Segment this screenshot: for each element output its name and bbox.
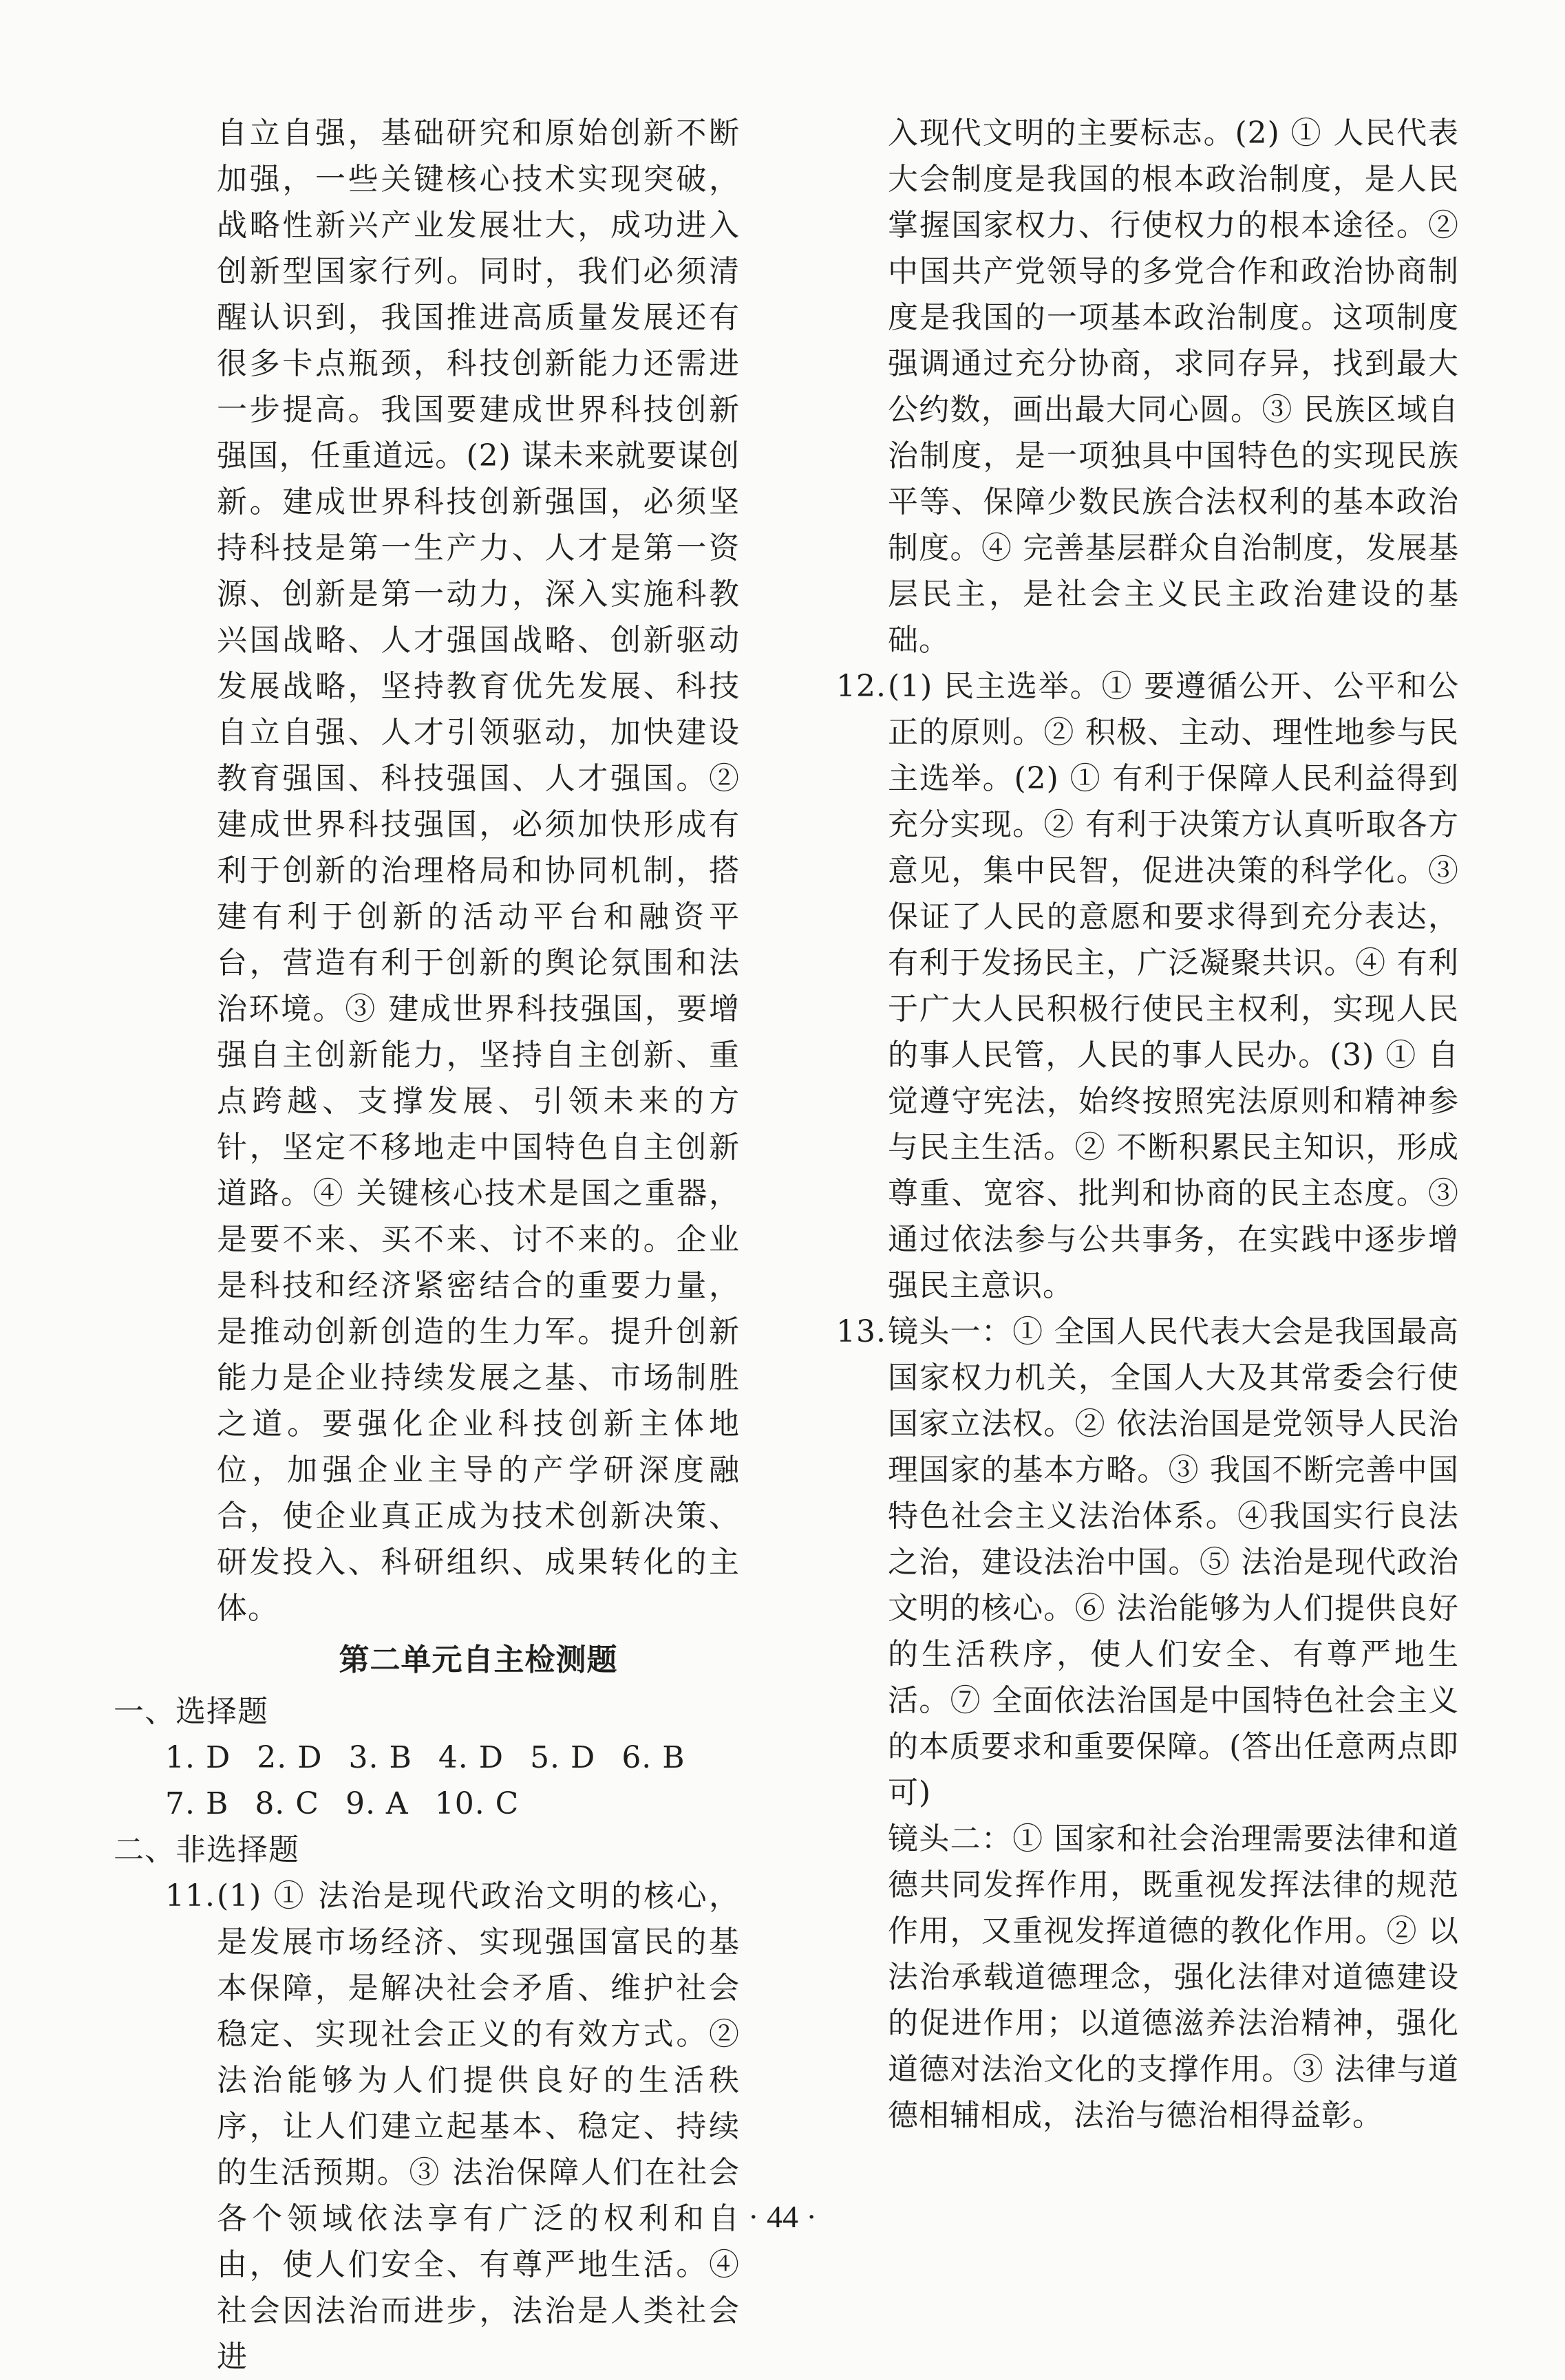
page-number: · 44 ·	[748, 2199, 817, 2234]
section-nonchoice-heading: 二、非选择题	[114, 1832, 299, 1867]
answer-item: 4. D	[438, 1740, 504, 1775]
right-column	[836, 110, 1459, 2138]
question-text	[888, 1309, 1459, 2138]
answer-item: 10. C	[434, 1786, 520, 1821]
answer-item: 8. C	[255, 1786, 319, 1821]
answer-item: 3. B	[348, 1740, 412, 1775]
question-text: (1) ① 法治是现代政治文明的核心，是发展市场经济、实现强国富民的基本保障，是解决社会矛盾、维护社会稳定、实现社会正义的有效方式。② 法治能够为人们提供良好的生活秩序，让人们建立起基本、稳定、持续的生活预期。③ 法治保障人们在社会各个领域依法享有广泛的权利和自由，使人们安全、有尊严地生活。④ 社会因法治而进步，法治是人类社会进	[217, 1878, 740, 2374]
question-number: 11.	[165, 1878, 215, 1913]
question-text: (1) 民主选举。① 要遵循公开、公平和公正的原则。② 积极、主动、理性地参与民主选举。(2) ① 有利于保障人民利益得到充分实现。② 有利于决策方认真听取各方意见，集中民智，促进决策的科学化。③ 保证了人民的意愿和要求得到充分表达，有利于发扬民主，广泛凝聚共识。④ 有利于广大人民积极行使民主权利，实现人民的事人民管，人民的事人民办。(3) ① 自觉遵守宪法，始终按照宪法原则和精神参与民主生活。② 不断积累民主知识，形成尊重、宽容、批判和协商的民主态度。③ 通过依法参与公共事务，在实践中逐步增强民主意识。	[888, 669, 1459, 1303]
q11-continued-text: 入现代文明的主要标志。(2) ① 人民代表大会制度是我国的根本政治制度，是人民掌握国家权力、行使权力的根本途径。② 中国共产党领导的多党合作和政治协商制度是我国的一项基本政治制度。这项制度强调通过充分协商，求同存异，找到最大公约数，画出最大同心圆。③ 民族区域自治制度，是一项独具中国特色的实现民族平等、保障少数民族合法权利的基本政治制度。④ 完善基层群众自治制度，发展基层民主，是社会主义民主政治建设的基础。	[888, 116, 1459, 658]
q10-continued-text: 自立自强，基础研究和原始创新不断加强，一些关键核心技术实现突破，战略性新兴产业发展壮大，成功进入创新型国家行列。同时，我们必须清醒认识到，我国推进高质量发展还有很多卡点瓶颈，科技创新能力还需进一步提高。我国要建成世界科技创新强国，任重道远。(2) 谋未来就要谋创新。建成世界科技创新强国，必须坚持科技是第一生产力、人才是第一资源、创新是第一动力，深入实施科教兴国战略、人才强国战略、创新驱动发展战略，坚持教育优先发展、科技自立自强、人才引领驱动，加快建设教育强国、科技强国、人才强国。② 建成世界科技强国，必须加快形成有利于创新的治理格局和协同机制，搭建有利于创新的活动平台和融资平台，营造有利于创新的舆论氛围和法治环境。③ 建成世界科技强国，要增强自主创新能力，坚持自主创新、重点跨越、支撑发展、引领未来的方针，坚定不移地走中国特色自主创新道路。④ 关键核心技术是国之重器，是要不来、买不来、讨不来的。企业是科技和经济紧密结合的重要力量，是推动创新创造的生力军。提升创新能力是企业持续发展之基、市场制胜之道。要强化企业科技创新主体地位，加强企业主导的产学研深度融合，使企业真正成为技术创新决策、研发投入、科研组织、成果转化的主体。	[217, 116, 740, 1626]
scene-one-text: 镜头一：① 全国人民代表大会是我国最高国家权力机关，全国人大及其常委会行使国家立法权。② 依法治国是党领导人民治理国家的基本方略。③ 我国不断完善中国特色社会主义法治体系。④我国实行良法之治，建设法治中国。⑤ 法治是现代政治文明的核心。⑥ 法治能够为人们提供良好的生活秩序，使人们安全、有尊严地生活。⑦ 全面依法治国是中国特色社会主义的本质要求和重要保障。(答出任意两点即可)	[888, 1314, 1459, 1810]
answer-item: 7. B	[165, 1786, 229, 1821]
left-column	[114, 110, 740, 2380]
answer-item: 1. D	[165, 1740, 231, 1775]
answer-item: 5. D	[530, 1740, 596, 1775]
answer-item: 6. B	[621, 1740, 685, 1775]
unit-title: 第二单元自主检测题	[339, 1642, 618, 1677]
choice-answers	[114, 1735, 740, 1827]
question-13	[836, 1309, 1459, 2138]
scene-two-text: 镜头二：① 国家和社会治理需要法律和道德共同发挥作用，既重视发挥法律的规范作用，又重视发挥道德的教化作用。② 以法治承载道德理念，强化法律对道德建设的促进作用；以道德滋养法治精神，强化道德对法治文化的支撑作用。③ 法律与道德相辅相成，法治与德治相得益彰。	[888, 1821, 1459, 2133]
question-11	[114, 1873, 740, 2380]
question-number: 12.	[836, 669, 886, 704]
answer-item: 2. D	[257, 1740, 323, 1775]
section-choice-heading: 一、选择题	[114, 1694, 268, 1729]
question-number: 13.	[836, 1314, 886, 1349]
answer-item: 9. A	[345, 1786, 409, 1821]
question-12	[836, 663, 1459, 1309]
